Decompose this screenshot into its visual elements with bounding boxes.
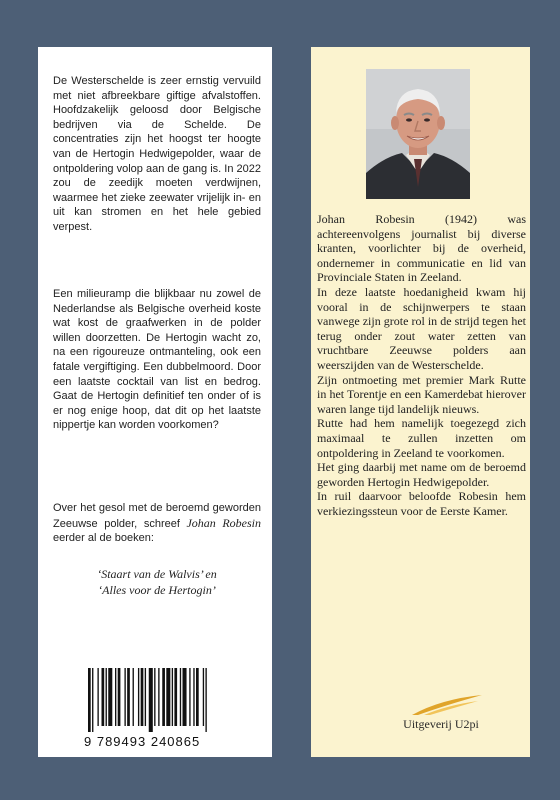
- bio-paragraph-5: Het ging daarbij met name om de beroemd geworden Hertogin Hedwigepolder.: [317, 460, 526, 489]
- author-photo: [366, 69, 470, 199]
- bio-paragraph-1: Johan Robesin (1942) was achtereenvolgens journalist bij diverse kranten, voorlichter bij de overheid, ondernemer in communicatie en lid van Provinciale Staten in Zeeland.: [317, 212, 526, 285]
- book-titles: [53, 566, 261, 598]
- blurb-paragraph-1: De Westerschelde is zeer ernstig vervuild met niet afbreekbare giftige afvalstoffen. Hoofdzakelijk geloosd door Belgische bedrijven via de Schelde. De concentraties zijn het hoogst ter hoogte van de Hertogin Hedwigepolder, waar de ontpoldering volop aan de gang is. In 2022 zou de zeedijk moeten verdwijnen, waarmee het zieke zeewater vrijelijk in- en uit kan stromen en het hele gebied verpest.: [53, 75, 261, 233]
- back-cover-text-panel: [38, 47, 272, 757]
- paragraph-3-tail: eerder al de boeken:: [53, 532, 154, 545]
- publisher-name: Uitgeverij U2pi: [403, 717, 479, 731]
- author-bio-panel: [311, 47, 530, 757]
- book-title-2: ‘Alles voor de Hertogin’: [98, 583, 216, 597]
- paragraph-3-lead: Over het gesol met de beroemd geworden Zeeuwse polder, schreef: [53, 502, 261, 530]
- author-biography: [317, 212, 526, 518]
- quill-swoosh-icon: [386, 693, 496, 717]
- bio-paragraph-4: Rutte had hem namelijk toegezegd zich maximaal te zullen inzetten om ontpoldering in Zeeland te voorkomen.: [317, 416, 526, 460]
- barcode-bars-icon: [84, 668, 250, 732]
- author-name: Johan Robesin: [186, 515, 261, 530]
- blurb-paragraph-3: [53, 501, 261, 546]
- publisher-logo: [386, 693, 496, 733]
- isbn-number: 9 789493 240865: [84, 734, 201, 749]
- book-title-1: ‘Staart van de Walvis’ en: [97, 567, 217, 581]
- bio-paragraph-6: In ruil daarvoor beloofde Robesin hem verkiezingssteun voor de Eerste Kamer.: [317, 489, 526, 518]
- isbn-barcode: [84, 668, 250, 748]
- bio-paragraph-3: Zijn ontmoeting met premier Mark Rutte in het Torentje en een Kamerdebat hierover waren lange tijd landelijk nieuws.: [317, 372, 526, 416]
- blurb-paragraph-2: Een milieuramp die blijkbaar nu zowel de Nederlandse als Belgische overheid koste wat kost de graafwerken in de polder willen doorzetten. De Hertogin wacht zo, na een rigoureuze ontmanteling, ook een fatale vergiftiging. Een dubbelmoord. Door een laatste cocktail van list en bedrog. Gaat de Hertogin definitief ten onder of is er nog enige hoop, dat dit op het laatste nippertje kan worden voorkomen?: [53, 288, 261, 432]
- author-portrait-icon: [366, 69, 470, 199]
- bio-paragraph-2: In deze laatste hoedanigheid kwam hij vooral in de schijnwerpers te staan vanwege zijn grote rol in de strijd tegen het terug onder zout water zetten van vruchtbare Zeeuwse polders aan weerszijden van de Westerschelde.: [317, 284, 526, 372]
